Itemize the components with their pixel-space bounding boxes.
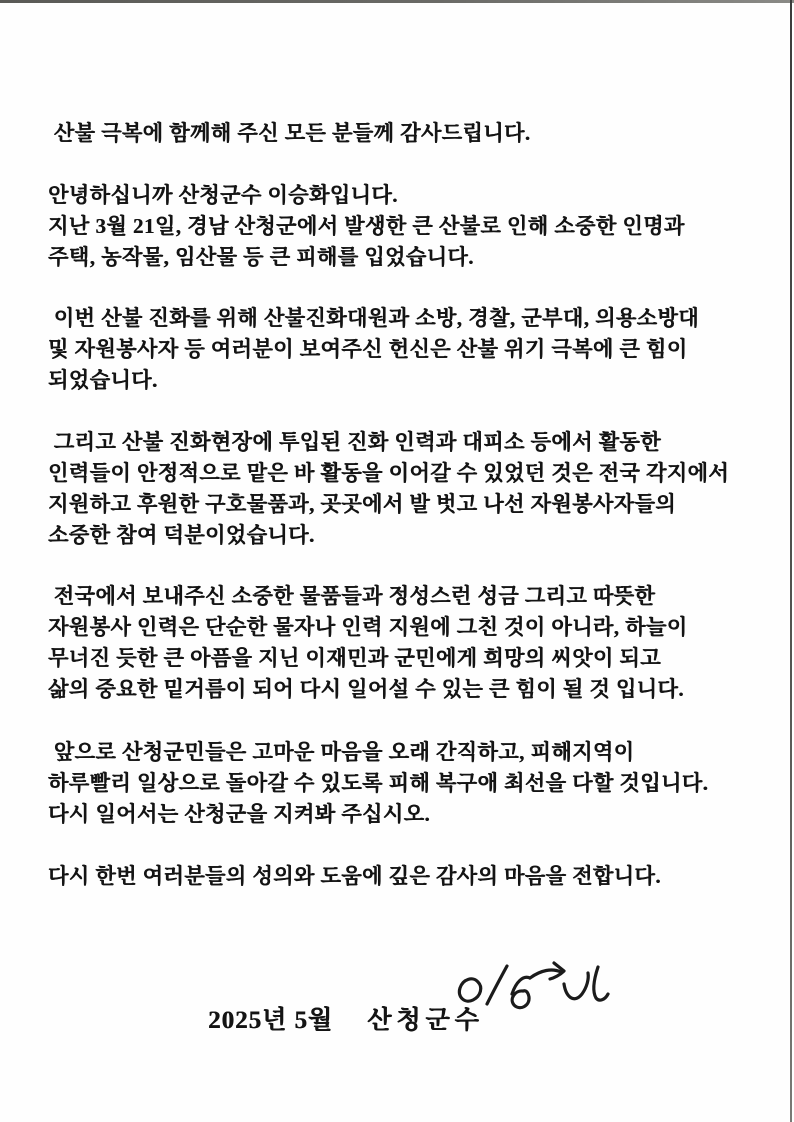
- closing-date: 2025년 5월: [208, 1007, 334, 1034]
- closing-line: [183, 972, 484, 1064]
- paragraph-line: 전국에서 보내주신 소중한 물품들과 정성스런 성금 그리고 따뜻한: [48, 584, 656, 608]
- paragraph-line: 앞으로 산청군민들은 고마운 마음을 오래 간직하고, 피해지역이: [48, 740, 635, 764]
- signature-handwriting: [442, 946, 632, 1024]
- paragraph-line: 이번 산불 진화를 위해 산불진화대원과 소방, 경찰, 군부대, 의용소방대: [48, 306, 700, 330]
- paragraph-line: 지원하고 후원한 구호물품과, 곳곳에서 발 벗고 나선 자원봉사자들의: [48, 492, 677, 516]
- paragraph-donations: [48, 581, 754, 705]
- paragraph-line: 인력들이 안정적으로 맡은 바 활동을 이어갈 수 있었던 것은 전국 각지에서: [48, 461, 730, 485]
- paragraph-firefighters: [48, 303, 754, 396]
- paragraph-line: 하루빨리 일상으로 돌아갈 수 있도록 피해 복구애 최선을 다할 것입니다.: [48, 771, 709, 795]
- paragraph-line: 및 자원봉사자 등 여러분이 보여주신 헌신은 산불 위기 극복에 큰 힘이: [48, 337, 688, 361]
- paragraph-volunteers: [48, 427, 754, 551]
- paragraph-line: 그리고 산불 진화현장에 투입된 진화 인력과 대피소 등에서 활동한: [48, 430, 661, 454]
- letter-headline: [48, 118, 754, 149]
- paragraph-line: 주택, 농작물, 임산물 등 큰 피해를 입었습니다.: [48, 245, 474, 269]
- scan-artifact-right-edge: [790, 0, 792, 1122]
- paragraph-line: 안녕하십니까 산청군수 이승화입니다.: [48, 183, 398, 207]
- paragraph-line: 지난 3월 21일, 경남 산청군에서 발생한 큰 산불로 인해 소중한 인명과: [48, 214, 685, 238]
- paragraph-line: 다시 일어서는 산청군을 지켜봐 주십시오.: [48, 802, 431, 826]
- paragraph-line: 무너진 듯한 큰 아픔을 지닌 이재민과 군민에게 희망의 씨앗이 되고: [48, 646, 661, 670]
- paragraph-line: 삶의 중요한 밑거름이 되어 다시 일어설 수 있는 큰 힘이 될 것 입니다.: [48, 677, 684, 701]
- paragraph-line: 다시 한번 여러분들의 성의와 도움에 깊은 감사의 마음을 전합니다.: [48, 864, 661, 888]
- headline-text: 산불 극복에 함께해 주신 모든 분들께 감사드립니다.: [48, 121, 531, 145]
- closing-title: 산청군수: [367, 1007, 484, 1034]
- paragraph-final-thanks: [48, 861, 754, 892]
- paragraph-greeting: [48, 180, 754, 273]
- paragraph-line: 자원봉사 인력은 단순한 물자나 인력 지원에 그친 것이 아니라, 하늘이: [48, 615, 688, 639]
- paragraph-line: 소중한 참여 덕분이었습니다.: [48, 523, 315, 547]
- paragraph-line: 되었습니다.: [48, 368, 158, 392]
- scan-artifact-top-edge: [0, 0, 794, 3]
- paragraph-recovery-pledge: [48, 737, 754, 830]
